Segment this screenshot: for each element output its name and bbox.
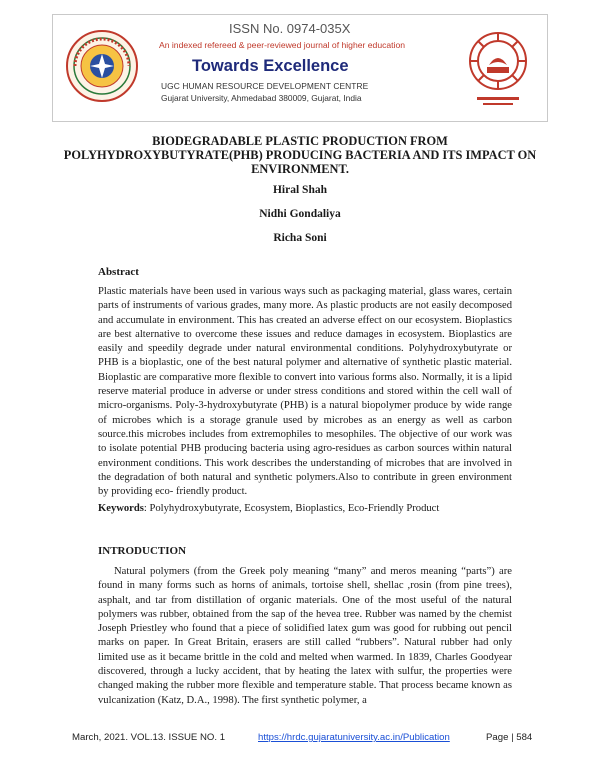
- author-name: Hiral Shah: [272, 184, 327, 196]
- keywords-label: Keywords: [98, 503, 144, 514]
- issue-info: March, 2021. VOL.13. ISSUE NO. 1: [72, 732, 226, 743]
- gujarat-university-emblem-icon: [463, 27, 533, 115]
- journal-tagline: An indexed refereed & peer-reviewed journal of higher education: [159, 40, 406, 50]
- article-title: BIODEGRADABLE PLASTIC PRODUCTION FROM POLYHYDROXYBUTYRATE(PHB) PRODUCING BACTERIA AND ITS IMPACT ON ENVIRONMENT.: [63, 134, 537, 176]
- introduction-heading: INTRODUCTION: [98, 545, 187, 557]
- centre-name: UGC HUMAN RESOURCE DEVELOPMENT CENTRE: [161, 81, 369, 91]
- keywords-line: [98, 503, 518, 514]
- author-name: Nidhi Gondaliya: [259, 208, 341, 220]
- centre-address: Gujarat University, Ahmedabad 380009, Gujarat, India: [161, 93, 362, 103]
- abstract-heading: Abstract: [98, 266, 139, 278]
- hrdc-seal-icon: [65, 29, 139, 103]
- author-name: Richa Soni: [273, 232, 327, 244]
- journal-title: Towards Excellence: [192, 57, 349, 75]
- issn-number: ISSN No. 0974-035X: [229, 21, 351, 36]
- introduction-text: Natural polymers (from the Greek poly meaning “many” and meros meaning “parts”) are found in many forms such as horns of animals, tortoise shell, shellac ,rosin (from pine trees), asphalt, and tar from distillation of organic materials. One of the most useful of the natural polymers was rubber, obtained from the sap of the hevea tree. Rubber was named by the chemist Joseph Priestley who found that a piece of solidified latex gum was good for rubbing out pencil marks on paper. In Great Britain, erasers are still called “rubbers”. Natural rubber had only limited use as it became brittle in the cold and melted when warmed. In 1839, Charles Goodyear discovered, through a lucky accident, that by heating the latex with sulfur, the properties were changed making the rubber more flexible and temperature stable. That process became known as vulcanization (Katz, D.A., 1998). The first synthetic polymer, a: [98, 566, 512, 706]
- abstract-text: Plastic materials have been used in various ways such as packaging material, glass wares, certain parts of instruments of various grades, many more. As plastic products are not easily decomposed and accumulate in environment. This has created an adverse effect on our ecosystem. Bioplastics are best alternative to overcome these issues and reduce damages in ecosystem. Bioplastics are easily and speedily degrade under natural environmental conditions. Polyhydroxybutyrate or PHB is a bioplastic, one of the best natural polymer and alternative of synthetic plastic material. Bioplastic are comparative more flexible to convert into various forms also. Normally, it is a lipid reserve material produce in adverse or under stress conditions and stored within the cell wall of micro-organisms. Poly-3-hydroxybutyrate (PHB) is a natural biopolymer produce by wide range of microbes which is a storage granule used by microbes as an energy as well as carbon source.this microbes includes from extremophiles to mesophiles. The objective of our work was to isolate potential PHB producing bacteria using agro-residues as carbon sources within natural environment conditions. This work describes the understanding of microbes that are involved in the degradation of both natural and synthetic polymers.Also to contribute in green environment by providing eco- friendly product.: [98, 286, 512, 498]
- journal-header: [52, 14, 548, 122]
- publication-link[interactable]: https://hrdc.gujaratuniversity.ac.in/Publication: [258, 732, 450, 743]
- page-footer: [0, 732, 600, 746]
- page-number: Page | 584: [486, 732, 533, 743]
- keywords-text: : Polyhydroxybutyrate, Ecosystem, Bioplastics, Eco-Friendly Product: [143, 503, 440, 514]
